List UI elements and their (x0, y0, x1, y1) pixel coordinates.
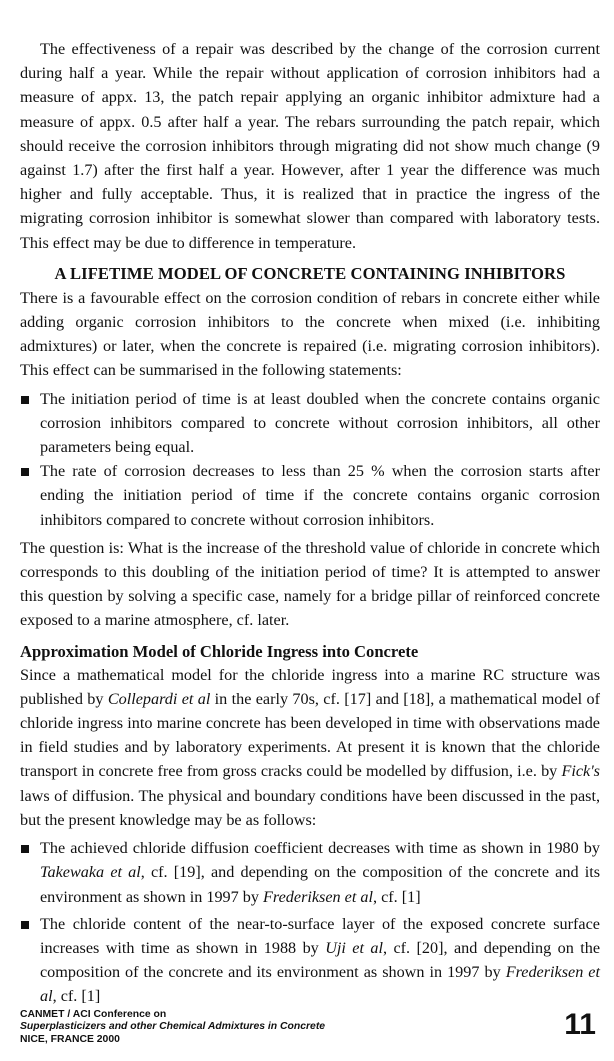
square-bullet-icon (21, 921, 29, 929)
page-number: 11 (564, 1008, 596, 1041)
text-run: , cf. [1] (373, 887, 421, 906)
citation-author: Frederiksen et al (263, 887, 373, 906)
list-item (20, 459, 600, 532)
square-bullet-icon (21, 396, 29, 404)
citation-author: Frederiksen et al (40, 963, 600, 1006)
text-run: , cf. [1] (52, 987, 101, 1006)
paragraph-favourable-effect: There is a favourable effect on the corrosion condition of rebars in concrete either while adding organic corrosion inhibitors to the concrete when mixed (i.e. inhibiting admixtures) or later, when the concrete is repaired (i.e. migrating corrosion inhibitors). This effect can be summarised in the following statements: (20, 288, 600, 380)
text-run: in the early 70s, cf. [17] and [18], a mathematical model of chloride ingress into marine concrete has been developed in time with observations made in field studies and by laboratory experiments. At present it is known that the chloride transport in concrete free from gross cracks could be modelled by diffusion, i.e. by (20, 689, 600, 781)
citation-author: Collepardi et al (107, 689, 211, 708)
subsection-heading: Approximation Model of Chloride Ingress into Concrete (20, 641, 419, 661)
section-heading: A LIFETIME MODEL OF CONCRETE CONTAINING INHIBITORS (54, 263, 566, 283)
citation-author: Takewaka et al (40, 863, 141, 882)
footer-location: NICE, FRANCE 2000 (20, 1033, 120, 1045)
paragraph-repair-effectiveness: The effectiveness of a repair was described by the change of the corrosion current during half a year. While the repair without application of corrosion inhibitors had a measure of appx. 13, the patch repair applying an organic inhibitor admixture had a measure of appx. 0.5 after half a year. The rebars surrounding the patch repair, which should receive the corrosion inhibitors through migrating did not show much change (9 against 1.7) after the first half a year. However, after 1 year the difference was much higher and fully acceptable. Thus, it is realized that in practice the ingress of the migrating corrosion inhibitor is somewhat slower than compared with laboratory tests. This effect may be due to difference in temperature. (20, 40, 600, 252)
list-item (20, 387, 600, 460)
knowledge-list (20, 836, 600, 1008)
list-item (20, 912, 600, 1009)
square-bullet-icon (21, 468, 29, 476)
list-item-text: The initiation period of time is at least doubled when the concrete contains organic corrosion inhibitors compared to concrete without corrosion inhibitors, all other parameters being equal. (40, 389, 600, 457)
list-item-text: The rate of corrosion decreases to less than 25 % when the corrosion starts after ending the initiation period of time if the concrete contains organic corrosion inhibitors compared to concrete without corrosion inhibitors. (40, 462, 600, 529)
citation-author: Uji et al (325, 938, 383, 957)
text-run: laws of diffusion. The physical and boundary conditions have been discussed in the past, but the present knowledge may be as follows: (20, 786, 600, 829)
text-run: The chloride content of the near-to-surface layer of the exposed concrete surface increases with time as shown in 1988 by (40, 914, 600, 957)
square-bullet-icon (21, 845, 29, 853)
law-name: Fick's (561, 762, 600, 781)
footer-conference: CANMET / ACI Conference on (20, 1009, 167, 1020)
text-run: , cf. [20], and depending on the composition of the concrete and its environment as shown in 1997 by (40, 938, 600, 982)
text-run: , cf. [19], and depending on the composition of the concrete and its environment as shown in 1997 by (40, 863, 601, 906)
list-item (20, 836, 600, 909)
text-run: Since a mathematical model for the chloride ingress into a marine RC structure was published by (20, 665, 600, 708)
footer-topic: Superplasticizers and other Chemical Admixtures in Concrete (20, 1021, 326, 1033)
text-run: The achieved chloride diffusion coefficient decreases with time as shown in 1980 by (40, 839, 600, 858)
page-body (20, 37, 600, 1013)
paragraph-chloride-model (20, 663, 600, 832)
paragraph-question: The question is: What is the increase of the threshold value of chloride in concrete which corresponds to this doubling of the initiation period of time? It is attempted to answer this question by solving a specific case, namely for a bridge pillar of reinforced concrete exposed to a marine atmosphere, cf. later. (20, 538, 600, 630)
statements-list (20, 387, 600, 532)
page-footer (20, 1009, 600, 1046)
